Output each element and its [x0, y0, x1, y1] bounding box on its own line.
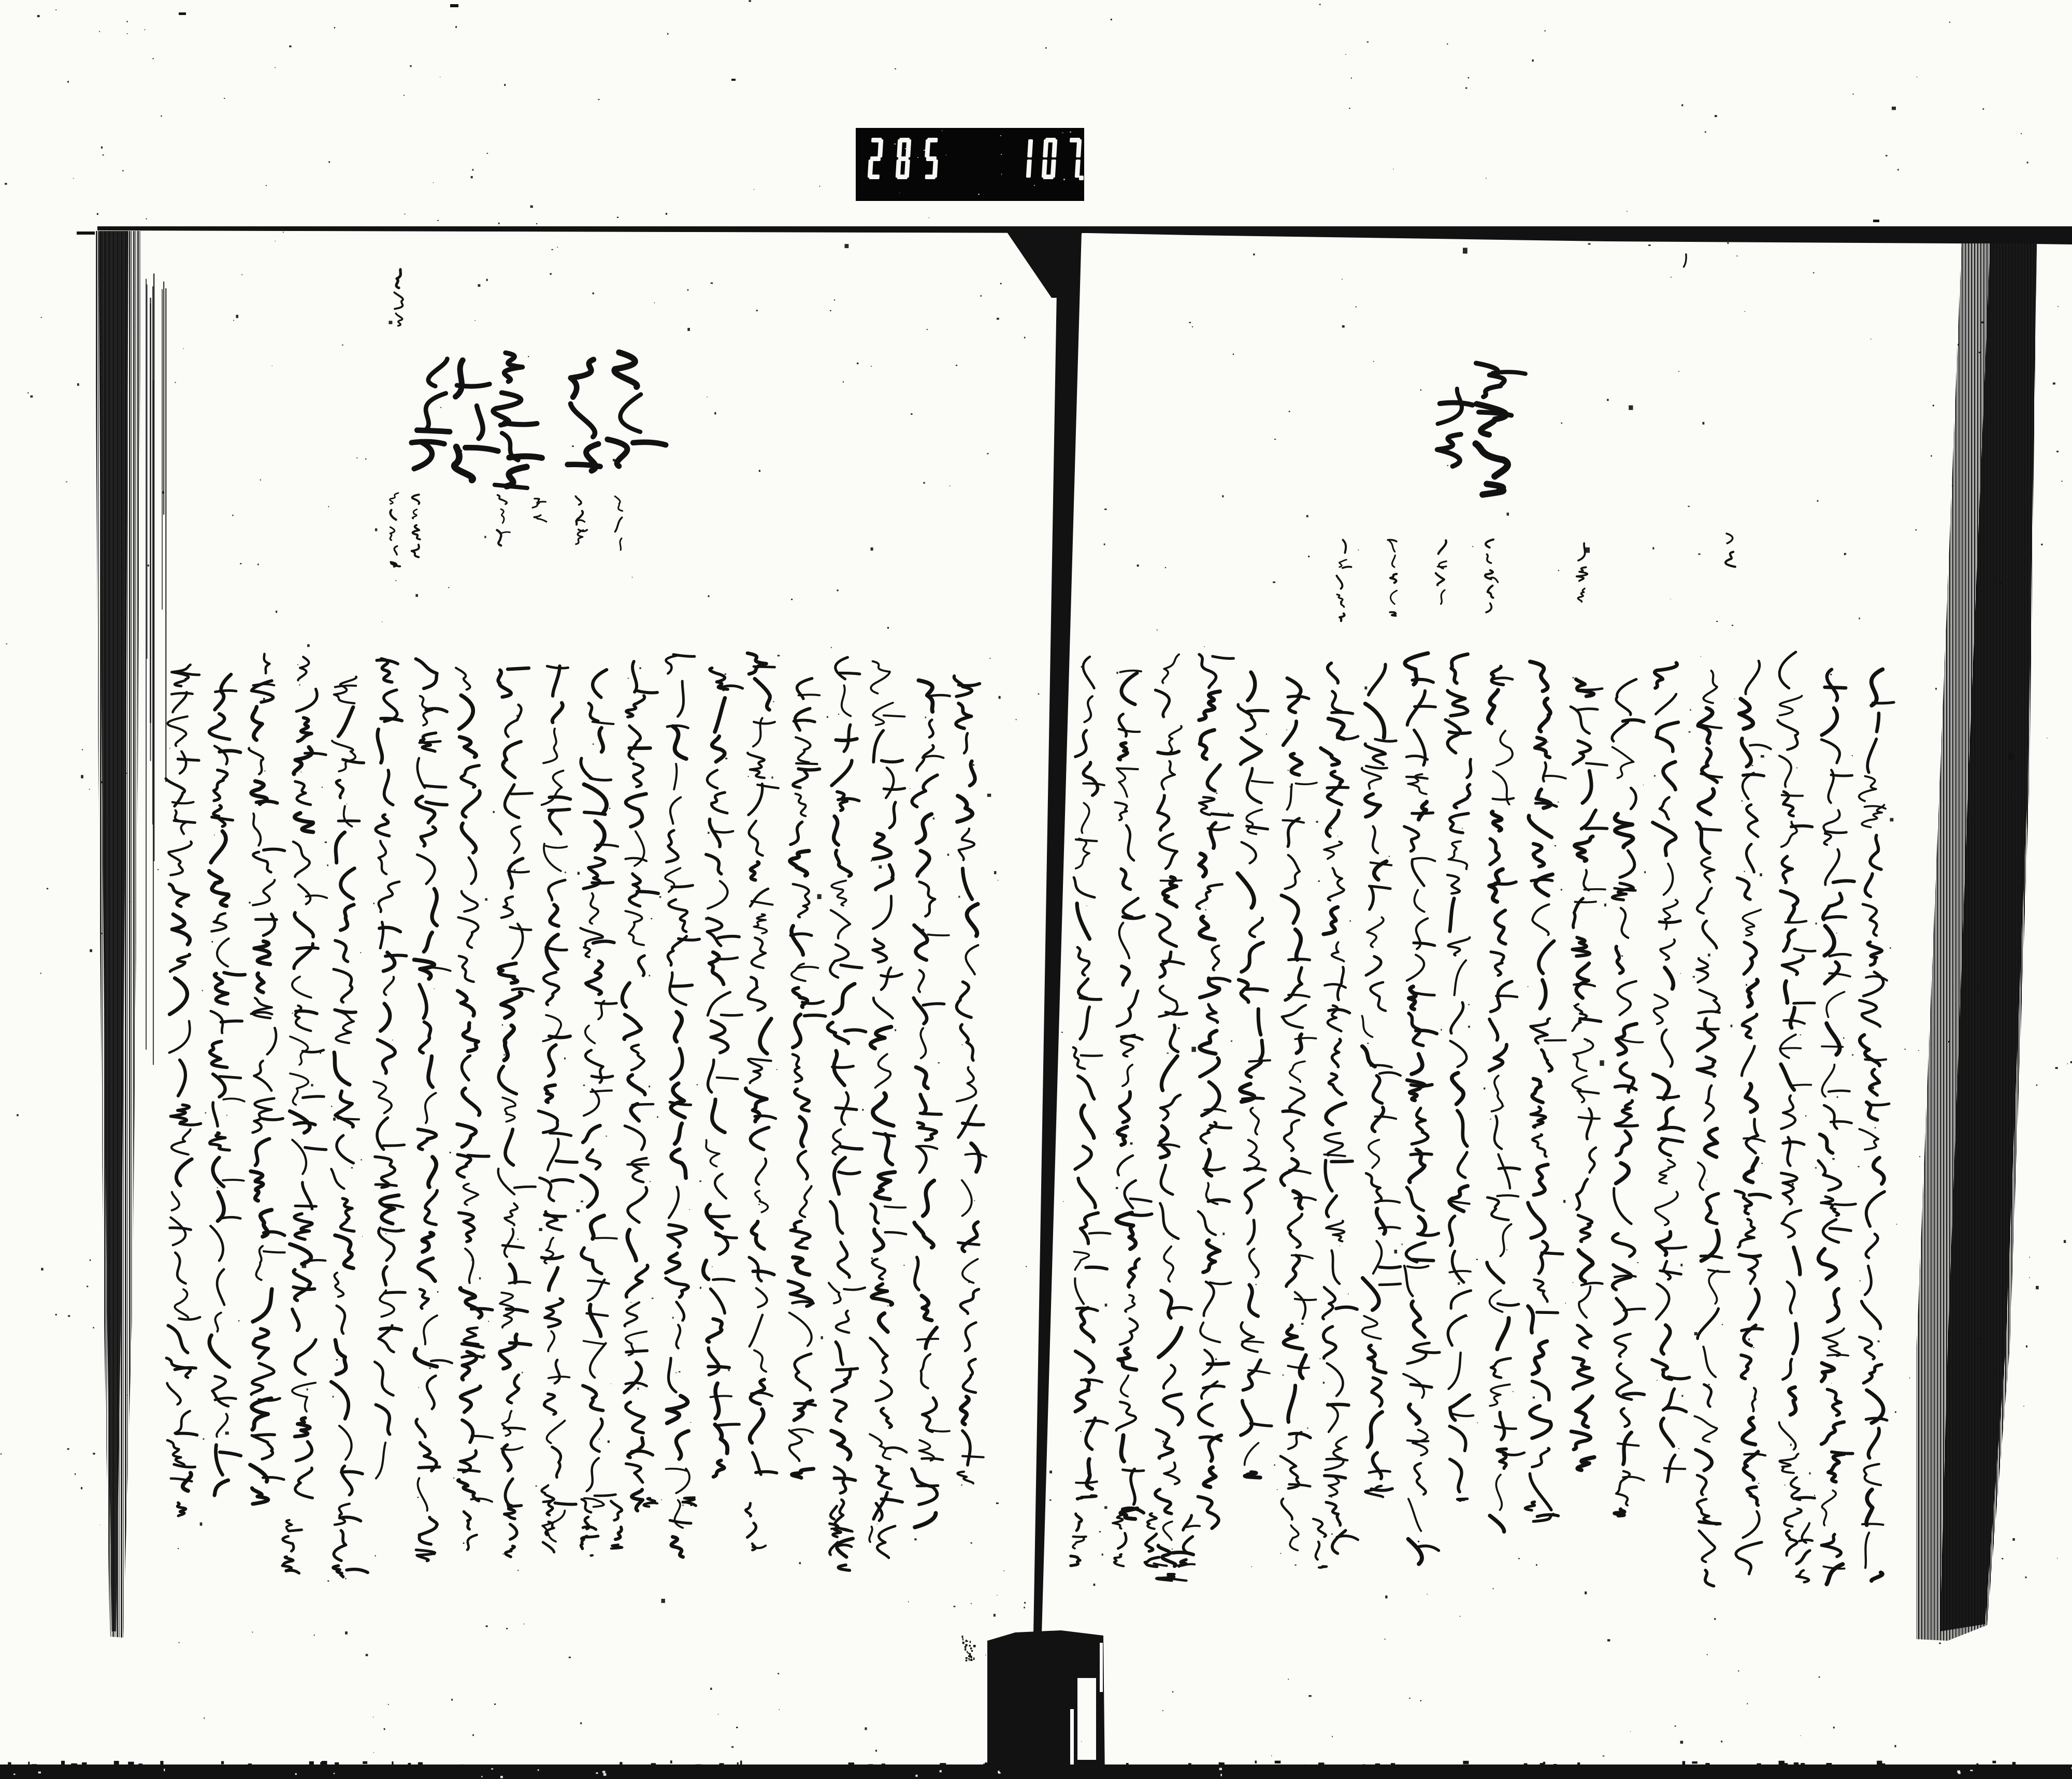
led-segment: [1043, 139, 1048, 157]
body-text-column: [1778, 652, 1816, 1555]
body-text-column: [1362, 664, 1401, 1497]
poet-attribution: [177, 1503, 185, 1516]
source-annotation-column: [1388, 540, 1397, 616]
right-page: [1071, 254, 1894, 1586]
margin-mark-column: [1725, 533, 1735, 567]
source-annotation-column: [1436, 540, 1446, 604]
body-text-column: [1321, 663, 1358, 1553]
source-annotation-column: [412, 495, 420, 557]
body-text-column: [1155, 655, 1193, 1581]
film-speck: [1070, 132, 1071, 133]
section-title-column: [608, 352, 666, 466]
section-title-column: [1476, 363, 1526, 495]
film-speck: [917, 157, 918, 158]
poet-attribution: [644, 1498, 657, 1507]
body-text-column: [209, 674, 245, 1495]
source-annotation-column: [1336, 540, 1351, 621]
film-speck: [1000, 135, 1001, 136]
body-text-column: [1694, 671, 1729, 1586]
body-text-column: [581, 670, 618, 1507]
body-text-column: [498, 668, 536, 1504]
poet-attribution: [282, 1520, 301, 1573]
left-fore-edge: [95, 231, 167, 1638]
seven-seg-digit: [1042, 138, 1058, 179]
body-text-column: [870, 661, 906, 1558]
film-speck: [924, 150, 925, 151]
led-segment: [897, 139, 902, 157]
body-text-column: [1652, 663, 1689, 1482]
film-speck: [905, 148, 906, 149]
poet-attribution: [1796, 1523, 1812, 1582]
led-segment: [905, 139, 911, 157]
body-text-column: [828, 657, 866, 1570]
source-annotation-column: [390, 493, 400, 567]
frame-counter: [856, 128, 1084, 201]
body-text-column: [373, 659, 406, 1478]
left-page: [166, 269, 986, 1577]
body-text-column: [788, 678, 826, 1478]
right-fore-edge: [1917, 243, 2037, 1641]
led-segment: [898, 156, 909, 161]
decimal-point: [1079, 176, 1084, 180]
film-speck: [1001, 173, 1002, 175]
led-segment: [1076, 139, 1082, 157]
source-annotation-column: [615, 496, 623, 550]
body-text-column: [456, 668, 493, 1501]
seven-segment-digits: [856, 128, 1084, 201]
ink-mark: [1684, 254, 1687, 267]
section-title-column: [1437, 389, 1473, 467]
body-text-column: [414, 659, 452, 1561]
section-title-column: [493, 353, 542, 488]
body-text-column: [1818, 670, 1855, 1584]
poet-attribution: [746, 1503, 766, 1551]
body-text-column: [1238, 672, 1273, 1478]
poet-attribution: [1525, 1502, 1534, 1510]
page-gutter: [1006, 232, 1082, 1634]
led-segment: [877, 139, 883, 157]
body-text-column: [331, 677, 368, 1577]
led-segment: [1026, 160, 1032, 178]
film-speck: [894, 143, 896, 144]
led-segment: [925, 175, 936, 179]
poet-attribution: [611, 1501, 623, 1549]
film-speck: [926, 154, 927, 155]
poet-attribution: [1071, 1514, 1086, 1566]
poet-attribution: [1113, 1512, 1126, 1566]
poet-attribution: [683, 1497, 696, 1506]
body-text-column: [912, 681, 949, 1527]
seven-seg-digit: [896, 138, 912, 179]
body-text-column: [1528, 662, 1566, 1522]
poet-attribution: [505, 1505, 522, 1557]
source-annotation-column: [575, 496, 587, 544]
poet-attribution: [1313, 1519, 1327, 1568]
source-annotation-column: [1485, 540, 1498, 613]
seven-seg-digit: [1017, 138, 1033, 179]
body-text-column: [1197, 655, 1234, 1528]
body-text-column: [1446, 654, 1474, 1500]
body-text-column: [1487, 667, 1524, 1532]
poet-attribution: [581, 1499, 598, 1556]
section-title-column: [412, 359, 450, 469]
body-text-column: [1073, 657, 1111, 1499]
body-text-column: [954, 676, 987, 1483]
seven-seg-digit: [1066, 138, 1082, 179]
body-text-column: [1115, 671, 1152, 1519]
led-segment: [1052, 139, 1057, 157]
book-top-edge: [97, 226, 2072, 244]
led-segment: [869, 175, 880, 179]
source-annotation-column: [533, 499, 546, 522]
body-text-column: [703, 668, 743, 1477]
seven-seg-digit: [924, 138, 940, 179]
seven-seg-digit: [868, 138, 884, 179]
led-segment: [1075, 160, 1081, 178]
body-text-column: [539, 666, 578, 1542]
body-text-column: [1403, 653, 1440, 1564]
book-spread: [0, 226, 2072, 1779]
body-text-column: [1735, 661, 1771, 1574]
poet-attribution: [869, 1503, 882, 1542]
ink-mark: [394, 269, 402, 326]
body-text-column: [1612, 679, 1645, 1516]
poet-attribution: [464, 1512, 477, 1550]
body-text-column: [1859, 669, 1894, 1581]
spine-clamp-blob: [987, 1630, 1105, 1779]
film-speck: [942, 131, 943, 132]
body-text-column: [249, 654, 284, 1504]
body-text-column: [746, 653, 779, 1474]
body-text-column: [622, 661, 658, 1511]
section-title-column: [454, 360, 498, 481]
poet-attribution: [1179, 1515, 1200, 1566]
film-speck: [978, 194, 980, 195]
led-segment: [1027, 139, 1033, 157]
film-speck: [1063, 179, 1065, 180]
section-title-column: [568, 359, 600, 471]
body-text-column: [166, 665, 201, 1491]
body-text-column: [1571, 679, 1607, 1470]
body-text-column: [290, 657, 327, 1498]
body-text-column: [1280, 678, 1317, 1550]
source-annotation-column: [497, 495, 510, 546]
body-text-column: [665, 655, 699, 1557]
